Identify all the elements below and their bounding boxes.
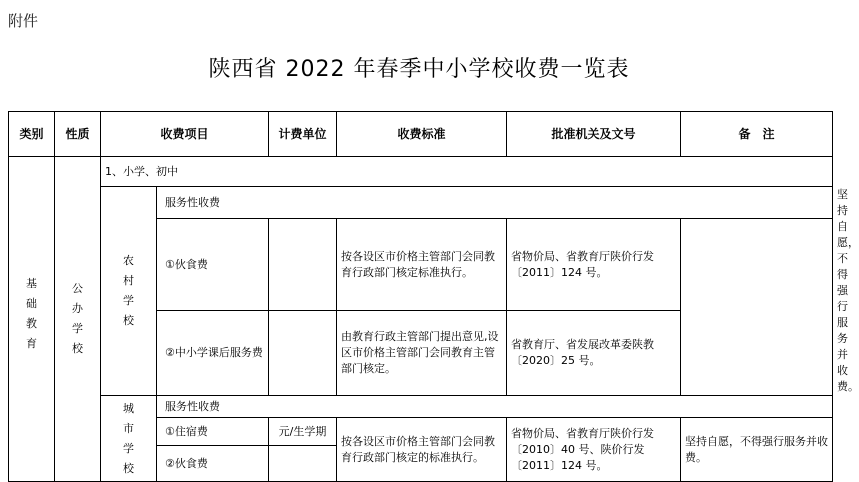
urban-group-cell [101,396,157,482]
header-row [9,112,833,157]
header-item: 收费项目 [101,112,269,157]
rural-row-1-item: ①伙食费 [157,219,269,310]
rural-row-1-standard: 按各设区市价格主管部门会同教育行政部门核定标准执行。 [337,219,507,310]
fee-table [8,111,859,482]
category-cell [9,157,55,482]
rural-row-2-item: ②中小学课后服务费 [157,310,269,395]
urban-row-2-unit [269,446,337,482]
header-standard: 收费标准 [337,112,507,157]
attachment-label: 附件 [8,12,39,30]
urban-standard: 按各设区市价格主管部门会同教育行政部门核定的标准执行。 [337,418,507,482]
urban-group-label: 城市学校 [123,401,134,475]
rural-service-label: 服务性收费 [157,187,833,219]
header-category: 类别 [9,112,55,157]
rural-row-1-approval: 省物价局、省教育厅陕价行发〔2011〕124 号。 [507,219,681,310]
header-nature: 性质 [55,112,101,157]
urban-note: 坚持自愿，不得强行服务并收费。 [681,418,833,482]
rural-group-cell [101,187,157,396]
rural-row-2-standard: 由教育行政主管部门提出意见,设区市价格主管部门会同教育主管部门核定。 [337,310,507,395]
urban-service-row [9,396,833,418]
urban-row-1-item: ①住宿费 [157,418,269,446]
urban-approval: 省物价局、省教育厅陕价行发〔2010〕40 号、陕价行发〔2011〕124 号。 [507,418,681,482]
nature-cell [55,157,101,482]
section-row [9,157,833,187]
rural-row-2-unit [269,310,337,395]
rural-service-row: 农村学校 服务性收费 坚持自愿，不得强行服务并收费。 [9,187,833,219]
rural-row-1-unit [269,219,337,310]
category-label: 基础教育 [26,277,37,350]
rural-group-label: 农村学校 [123,254,134,327]
urban-row-2-item: ②伙食费 [157,446,269,482]
rural-row-2-approval: 省教育厅、省发展改革委陕教〔2020〕25 号。 [507,310,681,395]
header-unit: 计费单位 [269,112,337,157]
header-note: 备 注 [681,112,833,157]
header-approval: 批准机关及文号 [507,112,681,157]
urban-row-1-unit: 元/生学期 [269,418,337,446]
urban-service-label: 服务性收费 [157,396,833,418]
document-title: 陕西省 2022 年春季中小学校收费一览表 [208,57,630,82]
section-label: 1、小学、初中 [101,157,833,187]
nature-label: 公办学校 [72,282,83,355]
